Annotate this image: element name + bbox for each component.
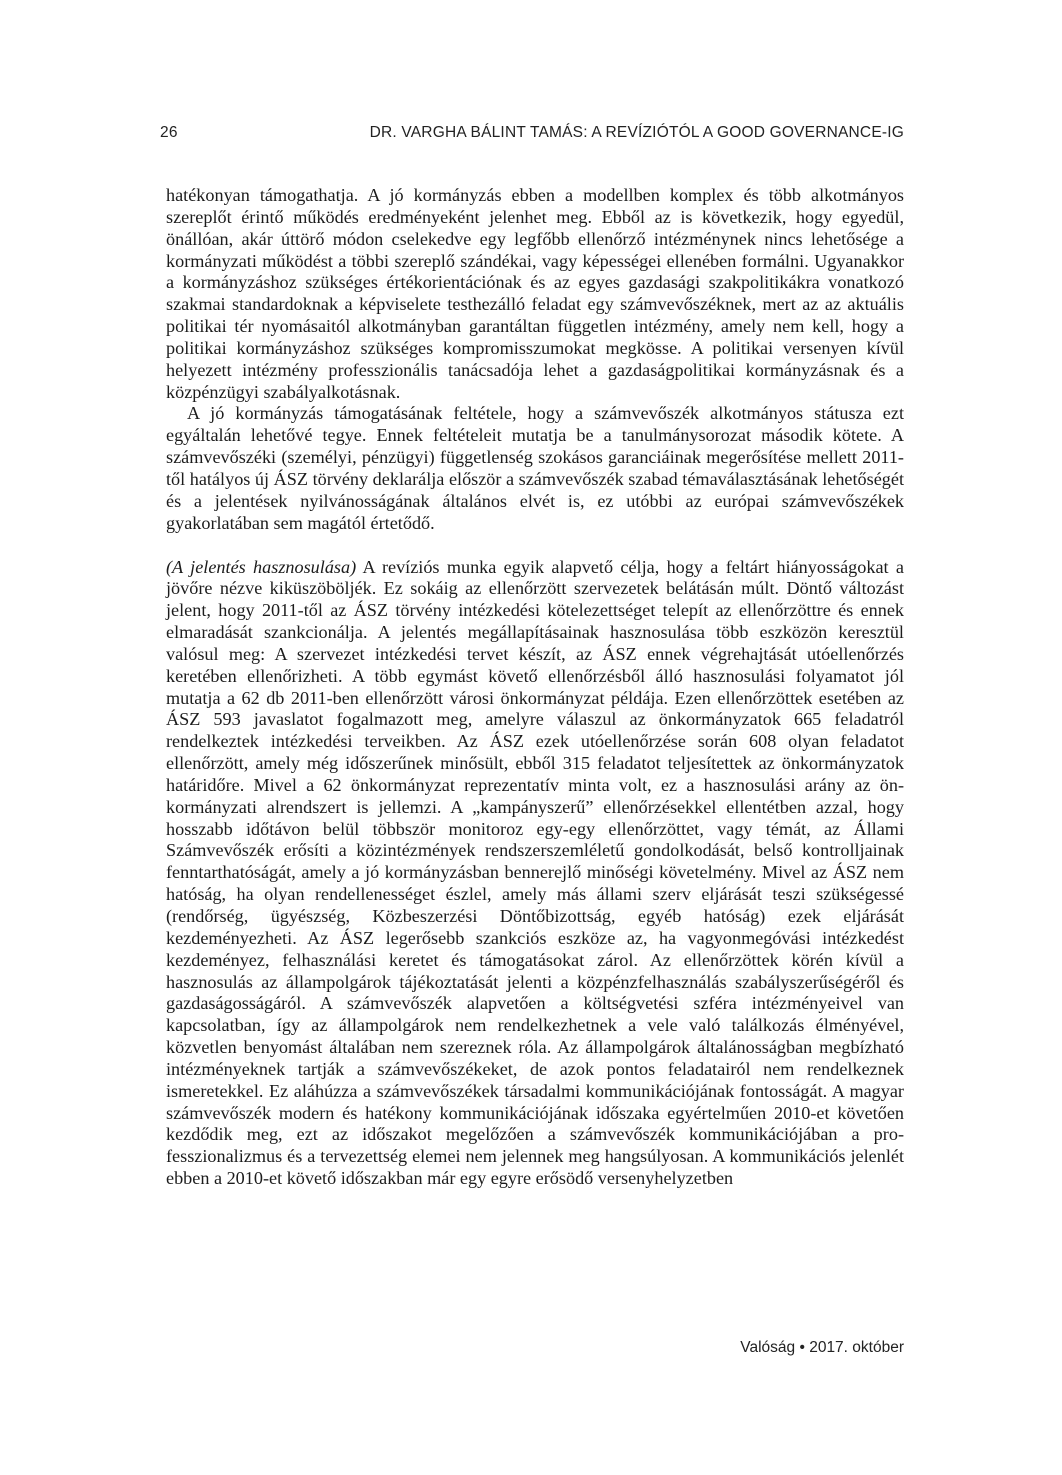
page-footer: Valóság • 2017. október (740, 1339, 904, 1356)
running-header (160, 124, 904, 142)
article-body (166, 185, 904, 1190)
paragraph-1: hatékonyan támogathatja. A jó kormányzás ebben a modellben komplex és több alkotmányos szereplőt érintő működés eredményeként jelenhet meg. Ebből az is következik, hogy egyedül, önállóan, akár úttörő módon cselekedve egy legfőbb ellenőrző intézménynek nincs lehetősége a kormányzati működést a többi szereplő szándékai, vagy képességei ellenében formálni. Ugyanakkor a kormányzáshoz szükséges értékorientációnak és az egyes gazdasági szakpolitikákra vonatkozó szakmai standardoknak a képviselete testhezálló feladat egy számvevőszéknek, mert az az aktuális politikai tér nyomásaitól alkotmányban garantáltan független intézmény, amely nem kell, hogy a politikai kormányzáshoz szükséges kompromisszumokat megkösse. A politikai versenyen kívül helyezett intézmény professzionális tanácsadója lehet a gazdaságpolitikai kormányzásnak és a közpénzügyi szabályalkotásnak. (166, 185, 904, 402)
paragraph-2: A jó kormányzás támogatásának feltétele, hogy a számvevőszék alkotmányos státusza ezt egyáltalán lehetővé tegye. Ennek feltételeit mutatja be a tanulmánysorozat második kötete. A számvevőszéki (személyi, pénzügyi) függetlenség szokásos garanciáinak megerősítése mellett 2011-től hatályos új ÁSZ törvény deklarálja először a számvevőszék szabad témaválasztásának lehetőségét és a jelentések nyilvánosságának általános elvét is, ez utóbbi az európai számvevőszékek gyakorlatában sem magától értetődő. (166, 403, 904, 533)
page-number: 26 (160, 124, 178, 141)
paragraph-3-text: A revíziós munka egyik alapvető célja, hogy a feltárt hiányosságokat a jövőre nézve kiküszöböljék. Ez sokáig az ellenőrzött szervezetek belátásán múlt. Döntő változást jelent, hogy 2011-től az ÁSZ törvény intézkedési kötelezettséget telepít az ellenőrzöttre és ennek elmaradását szankcionálja. A jelentés megállapításainak hasznosulása több eszközön keresztül valósul meg: A szervezet intézkedési tervet készít, az ÁSZ ennek végrehajtását utóellenőrzés keretében ellenőrizheti. A több egymást követő ellenőrzésből álló hasznosulási folyamatot jól mutatja a 62 db 2011-ben ellenőrzött városi önkormányzat példája. Ezen ellenőrzöttek esetében az ÁSZ 593 javaslatot fogalmazott meg, amelyre válaszul az önkormányzatok 665 feladatról rendelkeztek intézkedési terveikben. Az ÁSZ ezek utóellenőrzése során 608 olyan feladatot ellenőrzött, amely még időszerűnek minősült, ebből 315 feladatot teljesítettek az önkormányzatok határidőre. Mivel a 62 önkormányzat reprezentatív minta volt, ez a hasznosulási arány az önkormányzati alrendszert is jellemzi. A „kampányszerű” ellenőrzésekkel ellentétben azzal, hogy hosszabb időtávon belül többször monitoroz egy-egy ellenőrzöttet, vagy témát, az Állami Számvevőszék erősíti a közintézmények rendszerszemléletű gondolkodását, belső kontrolljainak fenntarthatóságát, amely a jó kormányzásban bennerejlő minőségi követelmény. Mivel az ÁSZ nem hatóság, ha olyan rendellenességet észlel, amely más állami szerv eljárását teszi szükségessé (rendőrség, ügyészség, Közbeszerzési Döntőbizottság, egyéb hatóság) ezek eljárását kezdeményezheti. Az ÁSZ legerősebb szankciós eszköze az, ha vagyonmegóvási intézkedést kezdeményez, felhasználási keretet és támogatásokat zárol. Az ellenőrzöttek körén kívül a hasznosulás az állampolgárok tájékoztatását jelenti a közpénzfelhasználás szabályszerűségéről és gazdaságosságáról. A számvevőszék alapvetően a költségvetési szféra intézményeivel van kapcsolatban, így az állampolgárok nem rendelkezhetnek a vele való találkozás élményével, közvetlen benyomást általában nem szereznek róla. Az állampolgárok általánosságban megbízható intézményeknek tartják a számvevőszékeket, de azok pontos feladatairól nem rendelkeznek ismeretekkel. Ez aláhúzza a számvevőszékek társadalmi kommunikációjának fontosságát. A magyar számvevőszék modern és hatékony kommunikációjának időszaka egyértelműen 2010-et követően kezdődik meg, ezt az időszakot megelőzően a számvevőszék kommunikációjában a professzionalizmus és a tervezettség elemei nem jelennek meg hangsúlyosan. A kommunikációs jelenlét ebben a 2010-et követő időszakban már egy egyre erősödő versenyhelyzetben (166, 556, 904, 1189)
section-heading: (A jelentés hasznosulása) (166, 556, 357, 577)
paragraph-3 (166, 557, 904, 1190)
running-title: DR. VARGHA BÁLINT TAMÁS: A REVÍZIÓTÓL A GOOD GOVERNANCE-IG (369, 124, 904, 141)
